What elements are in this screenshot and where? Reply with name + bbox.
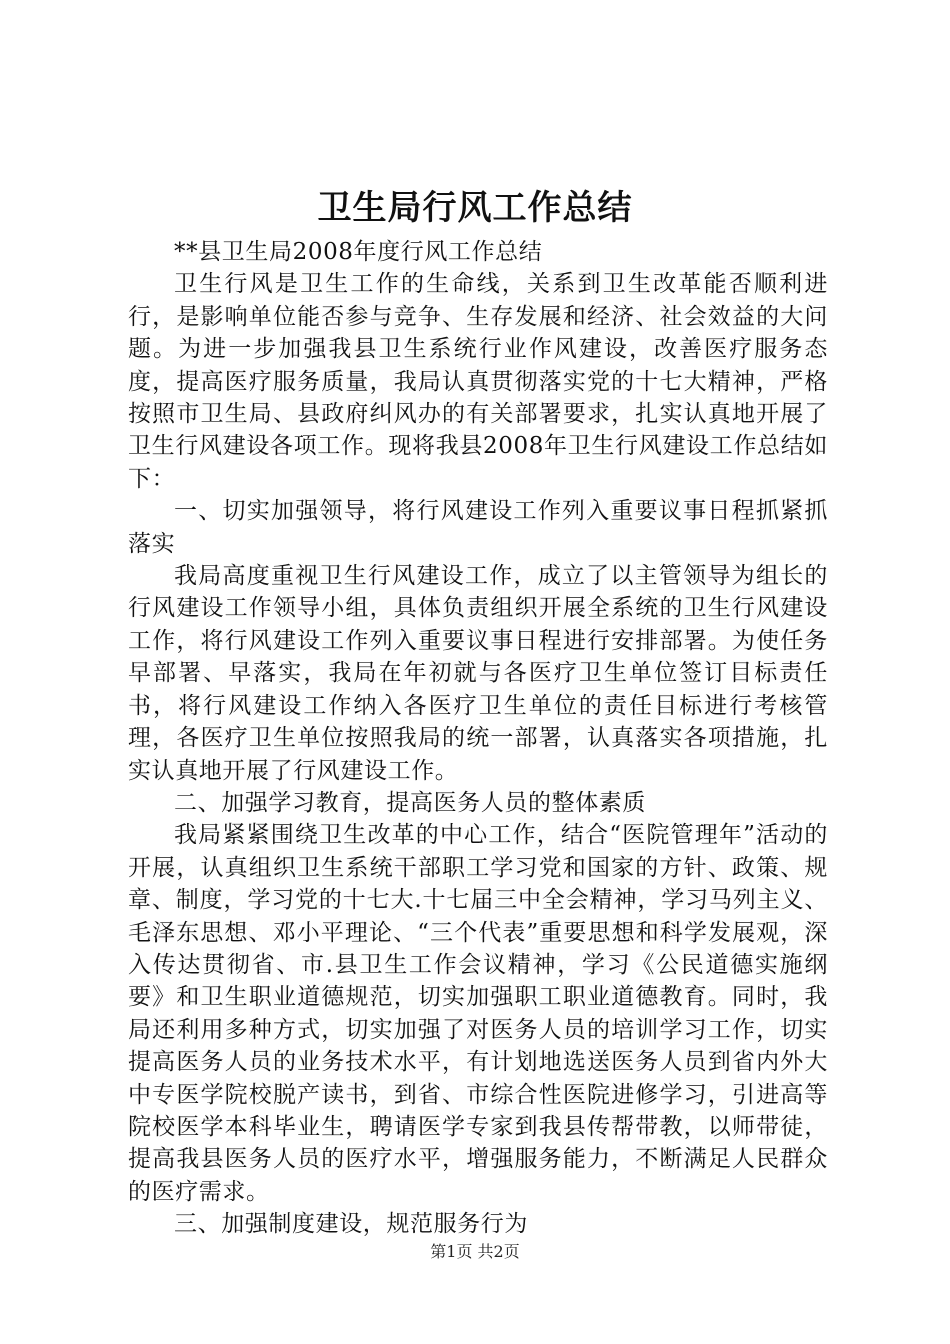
document-title: 卫生局行风工作总结 bbox=[317, 188, 633, 228]
report-subtitle: **县卫生局2008年度行风工作总结 bbox=[174, 239, 543, 265]
section-heading-1: 一、切实加强领导，将行风建设工作列入重要议事日程抓紧抓落实 bbox=[128, 498, 828, 557]
section-heading-3: 三、加强制度建设，规范服务行为 bbox=[174, 1211, 528, 1238]
section-1-paragraph: 我局高度重视卫生行风建设工作，成立了以主管领导为组长的行风建设工作领导小组，具体负责组织开展全系统的卫生行风建设工作，将行风建设工作列入重要议事日程进行安排部署。为使任务早部署、早落实，我局在年初就与各医疗卫生单位签订目标责任书，将行风建设工作纳入各医疗卫生单位的责任目标进行考核管理，各医疗卫生单位按照我局的统一部署，认真落实各项措施，扎实认真地开展了行风建设工作。 bbox=[128, 563, 828, 784]
section-2-paragraph: 我局紧紧围绕卫生改革的中心工作，结合“医院管理年”活动的开展，认真组织卫生系统干部职工学习党和国家的方针、政策、规章、制度，学习党的十七大.十七届三中全会精神，学习马列主义、毛泽东思想、邓小平理论、“三个代表”重要思想和科学发展观，深入传达贯彻省、市.县卫生工作会议精神，学习《公民道德实施纲要》和卫生职业道德规范，切实加强职工职业道德教育。同时，我局还利用多种方式，切实加强了对医务人员的培训学习工作，切实提高医务人员的业务技术水平，有计划地选送医务人员到省内外大中专医学院校脱产读书，到省、市综合性医院进修学习，引进高等院校医学本科毕业生，聘请医学专家到我县传帮带教，以师带徒，提高我县医务人员的医疗水平，增强服务能力，不断满足人民群众的医疗需求。 bbox=[128, 822, 828, 1205]
intro-paragraph: 卫生行风是卫生工作的生命线，关系到卫生改革能否顺利进行，是影响单位能否参与竞争、生存发展和经济、社会效益的大问题。为进一步加强我县卫生系统行业作风建设，改善医疗服务态度，提高医疗服务质量，我局认真贯彻落实党的十七大精神，严格按照市卫生局、县政府纠风办的有关部署要求，扎实认真地开展了卫生行风建设各项工作。现将我县2008年卫生行风建设工作总结如下： bbox=[128, 271, 828, 492]
section-heading-2: 二、加强学习教育，提高医务人员的整体素质 bbox=[174, 789, 646, 816]
document-body bbox=[128, 236, 828, 1241]
page-number-footer: 第1页 共2页 bbox=[430, 1242, 520, 1261]
